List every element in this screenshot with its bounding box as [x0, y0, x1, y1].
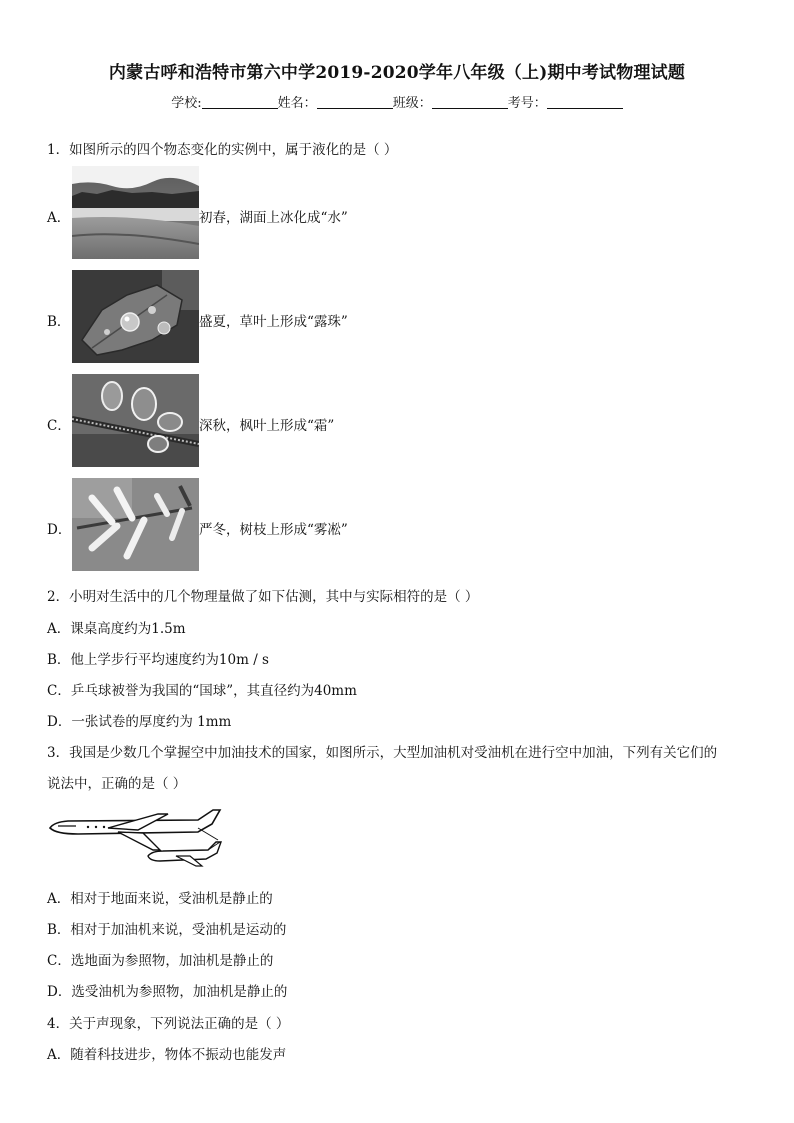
q1-option-b-text: 盛夏，草叶上形成“露珠”: [199, 314, 348, 330]
q1-option-a-text: 初春，湖面上冰化成“水”: [199, 210, 348, 226]
q3-option-d: D．选受油机为参照物，加油机是静止的: [47, 984, 288, 1000]
q3-option-b: B．相对于加油机来说，受油机是运动的: [47, 922, 287, 938]
school-blank: [202, 96, 278, 109]
q2-option-b: B．他上学步行平均速度约为10m / s: [47, 652, 269, 668]
q1-option-c-label: C．: [47, 418, 71, 434]
aerial-refueling-diagram: [48, 806, 228, 874]
number-label: 考号：: [507, 96, 547, 111]
student-info-line: [0, 92, 794, 111]
class-label: 班级：: [392, 96, 432, 111]
q3-option-a: A．相对于地面来说，受油机是静止的: [47, 891, 273, 907]
question-4-stem: 4．关于声现象，下列说法正确的是（ ）: [47, 1016, 290, 1032]
q1-option-a-label: A．: [47, 210, 71, 226]
name-label: 姓名：: [277, 96, 317, 111]
q1-option-d-text: 严冬，树枝上形成“雾凇”: [199, 522, 348, 538]
question-3-stem-line2: 说法中，正确的是（ ）: [47, 776, 187, 792]
q3-option-c: C．选地面为参照物，加油机是静止的: [47, 953, 274, 969]
q2-option-c: C．乒乓球被誉为我国的“国球”，其直径约为40mm: [47, 683, 357, 699]
lake-ice-melting-photo: [72, 166, 199, 259]
name-blank: [317, 96, 393, 109]
school-label: 学校:: [171, 96, 202, 111]
question-2-stem: 2．小明对生活中的几个物理量做了如下估测，其中与实际相符的是（ ）: [47, 589, 479, 605]
q1-option-c-text: 深秋，枫叶上形成“霜”: [199, 418, 335, 434]
q1-option-d-label: D．: [47, 522, 72, 538]
q1-option-b-label: B．: [47, 314, 71, 330]
frost-leaf-photo: [72, 374, 199, 467]
number-blank: [547, 96, 623, 109]
dewdrop-leaf-photo: [72, 270, 199, 363]
rime-branch-photo: [72, 478, 199, 571]
question-3-stem-line1: 3．我国是少数几个掌握空中加油技术的国家，如图所示，大型加油机对受油机在进行空中加油，下列有关它们的: [47, 745, 718, 761]
q2-option-a: A．课桌高度约为1.5m: [47, 621, 186, 637]
q4-option-a: A．随着科技进步，物体不振动也能发声: [47, 1047, 287, 1063]
question-1-stem: 1．如图所示的四个物态变化的实例中，属于液化的是（ ）: [47, 142, 398, 158]
class-blank: [432, 96, 508, 109]
q2-option-d: D．一张试卷的厚度约为 1mm: [47, 714, 232, 730]
page-title: 内蒙古呼和浩特市第六中学2019-2020学年八年级（上)期中考试物理试题: [108, 63, 686, 83]
